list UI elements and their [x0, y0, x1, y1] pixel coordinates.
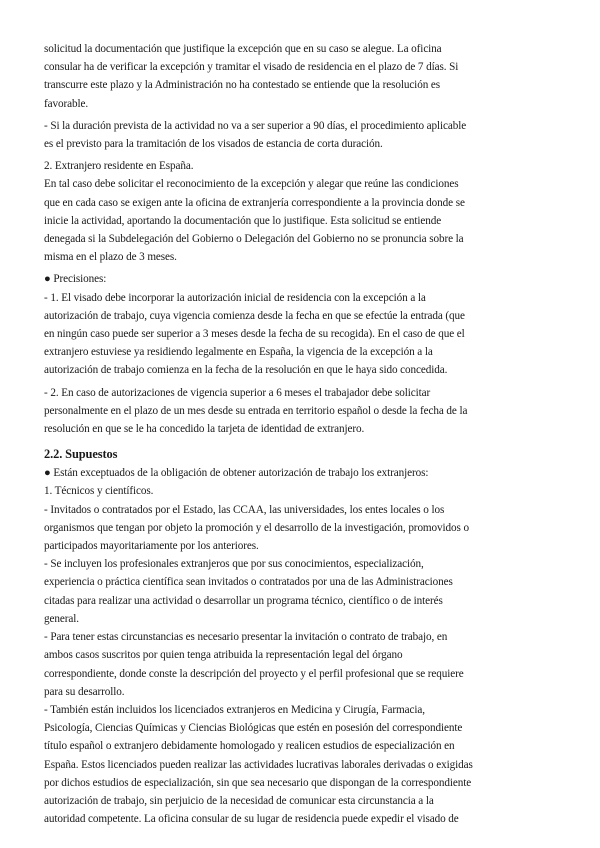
text-line: que en cada caso se exigen ante la oficina de extranjería correspondiente a la provincia donde se — [44, 196, 465, 209]
text-line: por dichos estudios de especialización, sin que sea necesario que dispongan de la correspondiente — [44, 776, 472, 789]
text-line: - Para tener estas circunstancias es necesario presentar la invitación o contrato de trabajo, en — [44, 631, 448, 644]
text-line: experiencia o práctica científica sean invitados o contratados por una de las Administraciones — [44, 576, 453, 589]
text-line: 2. Extranjero residente en España. — [44, 160, 194, 173]
text-line: Psicología, Ciencias Químicas y Ciencias Biológicas que estén en posesión del correspondiente — [44, 722, 463, 735]
text-line: - Se incluyen los profesionales extranjeros que por sus conocimientos, especialización, — [44, 558, 424, 571]
text-line: citadas para realizar una actividad o desarrollar un programa técnico, científico o de interés — [44, 594, 443, 607]
text-line: es el previsto para la tramitación de los visados de estancia de corta duración. — [44, 138, 383, 151]
paragraph — [44, 40, 558, 113]
text-line: organismos que tengan por objeto la promoción y el desarrollo de la investigación, promovidos o — [44, 521, 469, 534]
text-line: En tal caso debe solicitar el reconocimiento de la excepción y alegar que reúne las condiciones — [44, 178, 459, 191]
text-line: para su desarrollo. — [44, 685, 125, 698]
text-line: 1. Técnicos y científicos. — [44, 485, 154, 498]
text-line: transcurre este plazo y la Administración no ha contestado se entiende que la resolución es — [44, 79, 440, 92]
text-line: - 1. El visado debe incorporar la autorización inicial de residencia con la excepción a la — [44, 291, 426, 304]
paragraph — [44, 270, 558, 379]
document-body-top — [44, 40, 558, 438]
text-line: - Invitados o contratados por el Estado, las CCAA, las universidades, los entes locales o los — [44, 503, 445, 516]
paragraph — [44, 157, 558, 266]
text-line: España. Estos licenciados pueden realizar las actividades lucrativas laborales derivadas o exigidas — [44, 758, 473, 771]
text-line: en ningún caso puede ser superior a 3 meses desde la fecha de su recogida). En el caso de que el — [44, 328, 465, 341]
text-line: autorización de trabajo comienza en la fecha de la resolución en que le haya sido concedida. — [44, 364, 448, 377]
text-line: favorable. — [44, 97, 89, 110]
text-line: autorización de trabajo, sin perjuicio de la necesidad de comunicar esta circunstancia a la — [44, 794, 434, 807]
text-line: ● Están exceptuados de la obligación de obtener autorización de trabajo los extranjeros: — [44, 467, 429, 480]
text-line: autoridad competente. La oficina consular de su lugar de residencia puede expedir el visado de — [44, 813, 459, 826]
paragraph — [44, 384, 558, 439]
text-line: solicitud la documentación que justifique la excepción que en su caso se alegue. La oficina — [44, 43, 442, 55]
paragraph — [44, 117, 558, 153]
text-line: personalmente en el plazo de un mes desde su entrada en territorio español o desde la fecha de la — [44, 404, 468, 417]
text-line: extranjero estuviese ya residiendo legalmente en España, la vigencia de la excepción a la — [44, 346, 433, 359]
text-line: resolución en que se le ha concedido la tarjeta de identidad de extranjero. — [44, 423, 365, 436]
text-line: denegada si la Subdelegación del Gobierno o Delegación del Gobierno no se pronuncia sobre la — [44, 233, 464, 246]
section-heading: 2.2. Supuestos — [44, 447, 118, 462]
document-page — [44, 40, 558, 832]
text-line: ● Precisiones: — [44, 273, 107, 286]
text-line: ambos casos suscritos por quien tenga atribuida la representación legal del órgano — [44, 649, 403, 662]
text-line: - Si la duración prevista de la actividad no va a ser superior a 90 días, el procedimiento aplicable — [44, 119, 467, 132]
text-line: - También están incluidos los licenciados extranjeros en Medicina y Cirugía, Farmacia, — [44, 703, 425, 716]
text-line: título español o extranjero debidamente homologado y realicen estudios de especialización en — [44, 740, 455, 753]
text-line: general. — [44, 612, 79, 625]
text-line: participados mayoritariamente por los anteriores. — [44, 540, 259, 553]
text-line: correspondiente, donde conste la descripción del proyecto y el perfil profesional que se requiere — [44, 667, 464, 680]
text-line: consular ha de verificar la excepción y tramitar el visado de residencia en el plazo de 7 días. Si — [44, 61, 459, 74]
text-line: - 2. En caso de autorizaciones de vigencia superior a 6 meses el trabajador debe solicitar — [44, 386, 431, 399]
document-body-bottom — [44, 464, 558, 828]
text-line: autorización de trabajo, cuya vigencia comienza desde la fecha en que se efectúe la entrada (que — [44, 309, 465, 322]
paragraph — [44, 464, 558, 828]
text-line: misma en el plazo de 3 meses. — [44, 251, 177, 264]
text-line: inicie la actividad, aportando la documentación que lo justifique. Esta solicitud se entiende — [44, 214, 442, 227]
